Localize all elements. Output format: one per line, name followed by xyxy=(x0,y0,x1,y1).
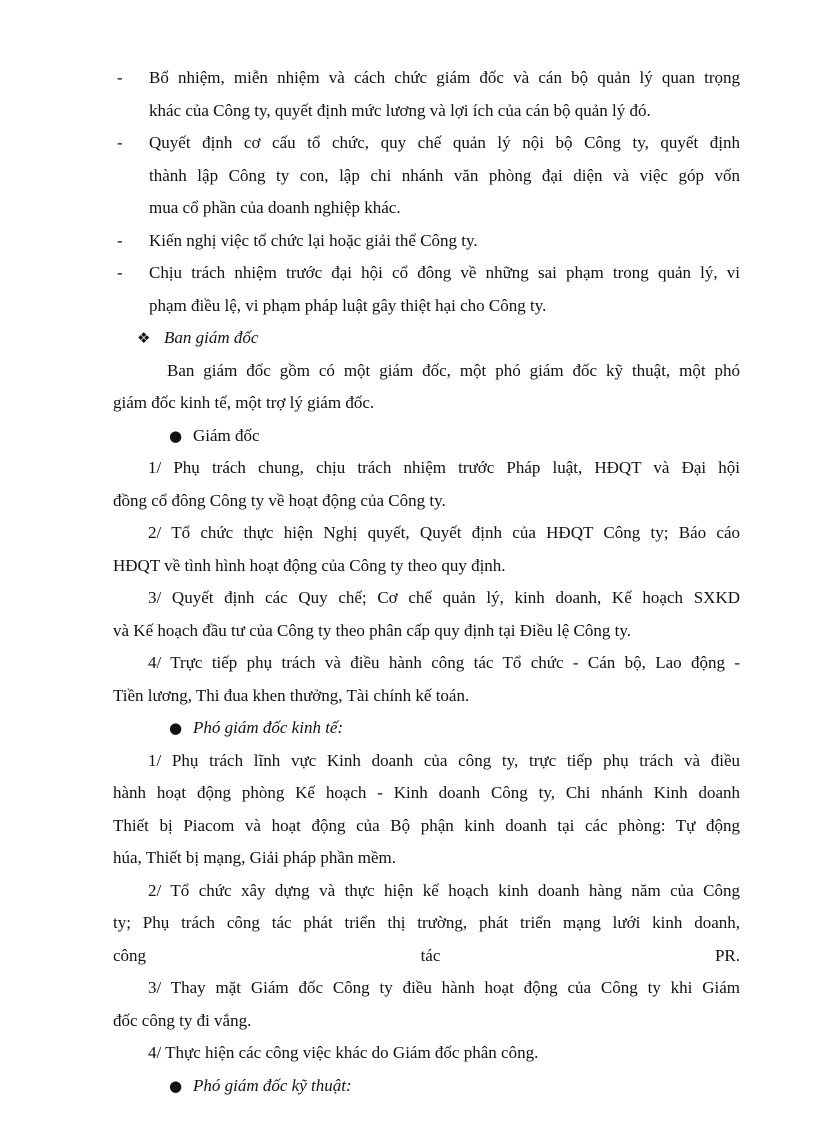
paragraph-text: 2/ Tổ chức thực hiện Nghị quyết, Quyết định của HĐQT Công ty; Báo cáo xyxy=(148,523,740,542)
paragraph-text: HĐQT về tình hình hoạt động của Công ty theo quy định. xyxy=(113,555,506,575)
subsection-heading-director xyxy=(113,420,740,453)
paragraph-first-line xyxy=(113,745,740,778)
list-item-text: phạm điều lệ, vi phạm pháp luật gây thiệt hại cho Công ty. xyxy=(149,295,547,315)
paragraph-text: đồng cổ đông Công ty về hoạt động của Công ty. xyxy=(113,490,446,510)
paragraph-text: Ban giám đốc gồm có một giám đốc, một phó giám đốc kỹ thuật, một phó xyxy=(167,360,740,380)
paragraph-text: 4/ Trực tiếp phụ trách và điều hành công tác Tổ chức - Cán bộ, Lao động - xyxy=(148,653,740,672)
list-item xyxy=(113,225,740,258)
paragraph-first-line xyxy=(113,972,740,1005)
paragraph-text: 1/ Phụ trách lĩnh vực Kinh doanh của công ty, trực tiếp phụ trách và điều xyxy=(148,750,740,770)
diamond-bullet-icon: ❖ xyxy=(137,329,151,347)
paragraph-text: 4/ Thực hiện các công việc khác do Giám đốc phân công. xyxy=(148,1043,539,1062)
subsection-heading-text: Giám đốc xyxy=(193,425,260,445)
paragraph-line xyxy=(113,907,740,940)
paragraph-text: và Kế hoạch đầu tư của Công ty theo phân cấp quy định tại Điều lệ Công ty. xyxy=(113,620,631,640)
list-item xyxy=(113,62,740,95)
dash-marker: - xyxy=(117,68,123,87)
dash-marker: - xyxy=(117,230,123,250)
paragraph-first-line xyxy=(113,517,740,550)
paragraph-line xyxy=(113,1005,740,1038)
paragraph-first-line xyxy=(113,875,740,908)
paragraph-first-line xyxy=(113,1037,740,1070)
round-bullet-icon: ● xyxy=(169,426,183,445)
paragraph-line xyxy=(113,615,740,648)
paragraph-text: Tiền lương, Thi đua khen thưởng, Tài chính kế toán. xyxy=(113,685,470,705)
list-item-text: mua cổ phần của doanh nghiệp khác. xyxy=(149,198,401,217)
list-item xyxy=(113,257,740,290)
list-item-text: Chịu trách nhiệm trước đại hội cổ đông về những sai phạm trong quản lý, vi xyxy=(149,263,740,282)
paragraph-line xyxy=(113,810,740,843)
paragraph-text: đốc công ty đi vắng. xyxy=(113,1010,252,1030)
paragraph-line xyxy=(113,387,740,420)
paragraph-text: húa, Thiết bị mạng, Giải pháp phần mềm. xyxy=(113,848,396,867)
list-item-continuation xyxy=(113,95,740,128)
paragraph-first-line xyxy=(113,582,740,615)
subsection-heading-deputy-technical xyxy=(113,1070,740,1103)
dash-marker: - xyxy=(117,133,123,152)
paragraph-line xyxy=(113,550,740,583)
round-bullet-icon: ● xyxy=(169,719,183,737)
list-item-continuation xyxy=(113,192,740,225)
subsection-heading-deputy-economic xyxy=(113,712,740,745)
list-item-text: thành lập Công ty con, lập chi nhánh văn phòng đại diện và việc góp vốn xyxy=(149,165,740,185)
paragraph-text: Thiết bị Piacom và hoạt động của Bộ phận kinh doanh tại các phòng: Tự động xyxy=(113,815,740,835)
section-heading-text: Ban giám đốc xyxy=(164,328,259,347)
round-bullet-icon: ● xyxy=(169,1076,183,1095)
paragraph-line xyxy=(113,485,740,518)
paragraph-first-line xyxy=(113,355,740,388)
list-item-continuation xyxy=(113,160,740,193)
dash-marker: - xyxy=(117,263,123,282)
paragraph-line xyxy=(113,842,740,875)
paragraph-word: tác xyxy=(420,945,441,965)
list-item-text: Quyết định cơ cấu tổ chức, quy chế quản lý nội bộ Công ty, quyết định xyxy=(149,133,740,152)
paragraph-line-spread xyxy=(113,940,740,973)
paragraph-first-line xyxy=(113,647,740,680)
paragraph-text: ty; Phụ trách công tác phát triển thị trường, phát triển mạng lưới kinh doanh, xyxy=(113,913,740,932)
paragraph-text: hành hoạt động phòng Kế hoạch - Kinh doanh Công ty, Chi nhánh Kinh doanh xyxy=(113,783,740,802)
list-item-continuation xyxy=(113,290,740,323)
paragraph-text: giám đốc kinh tế, một trợ lý giám đốc. xyxy=(113,393,375,412)
document-body xyxy=(113,62,740,1102)
paragraph-text: 3/ Quyết định các Quy chế; Cơ chế quản lý, kinh doanh, Kế hoạch SXKD xyxy=(148,588,740,607)
list-item-text: khác của Công ty, quyết định mức lương và lợi ích của cán bộ quản lý đó. xyxy=(149,100,651,120)
paragraph-line xyxy=(113,777,740,810)
paragraph-text: 1/ Phụ trách chung, chịu trách nhiệm trước Pháp luật, HĐQT và Đại hội xyxy=(148,458,740,477)
list-item-text: Kiến nghị việc tổ chức lại hoặc giải thể Công ty. xyxy=(149,230,478,250)
paragraph-text: 2/ Tổ chức xây dựng và thực hiện kế hoạch kinh doanh hàng năm của Công xyxy=(148,880,740,900)
section-heading-board xyxy=(113,322,740,355)
list-item xyxy=(113,127,740,160)
subsection-heading-text: Phó giám đốc kinh tế: xyxy=(193,718,344,737)
paragraph-word: PR. xyxy=(714,945,740,965)
list-item-text: Bổ nhiệm, miễn nhiệm và cách chức giám đốc và cán bộ quản lý quan trọng xyxy=(149,68,740,87)
subsection-heading-text: Phó giám đốc kỹ thuật: xyxy=(193,1075,352,1095)
paragraph-text: 3/ Thay mặt Giám đốc Công ty điều hành hoạt động của Công ty khi Giám xyxy=(148,978,740,997)
responsibility-list xyxy=(113,62,740,322)
paragraph-line xyxy=(113,680,740,713)
paragraph-word: công xyxy=(113,945,147,965)
paragraph-first-line xyxy=(113,452,740,485)
